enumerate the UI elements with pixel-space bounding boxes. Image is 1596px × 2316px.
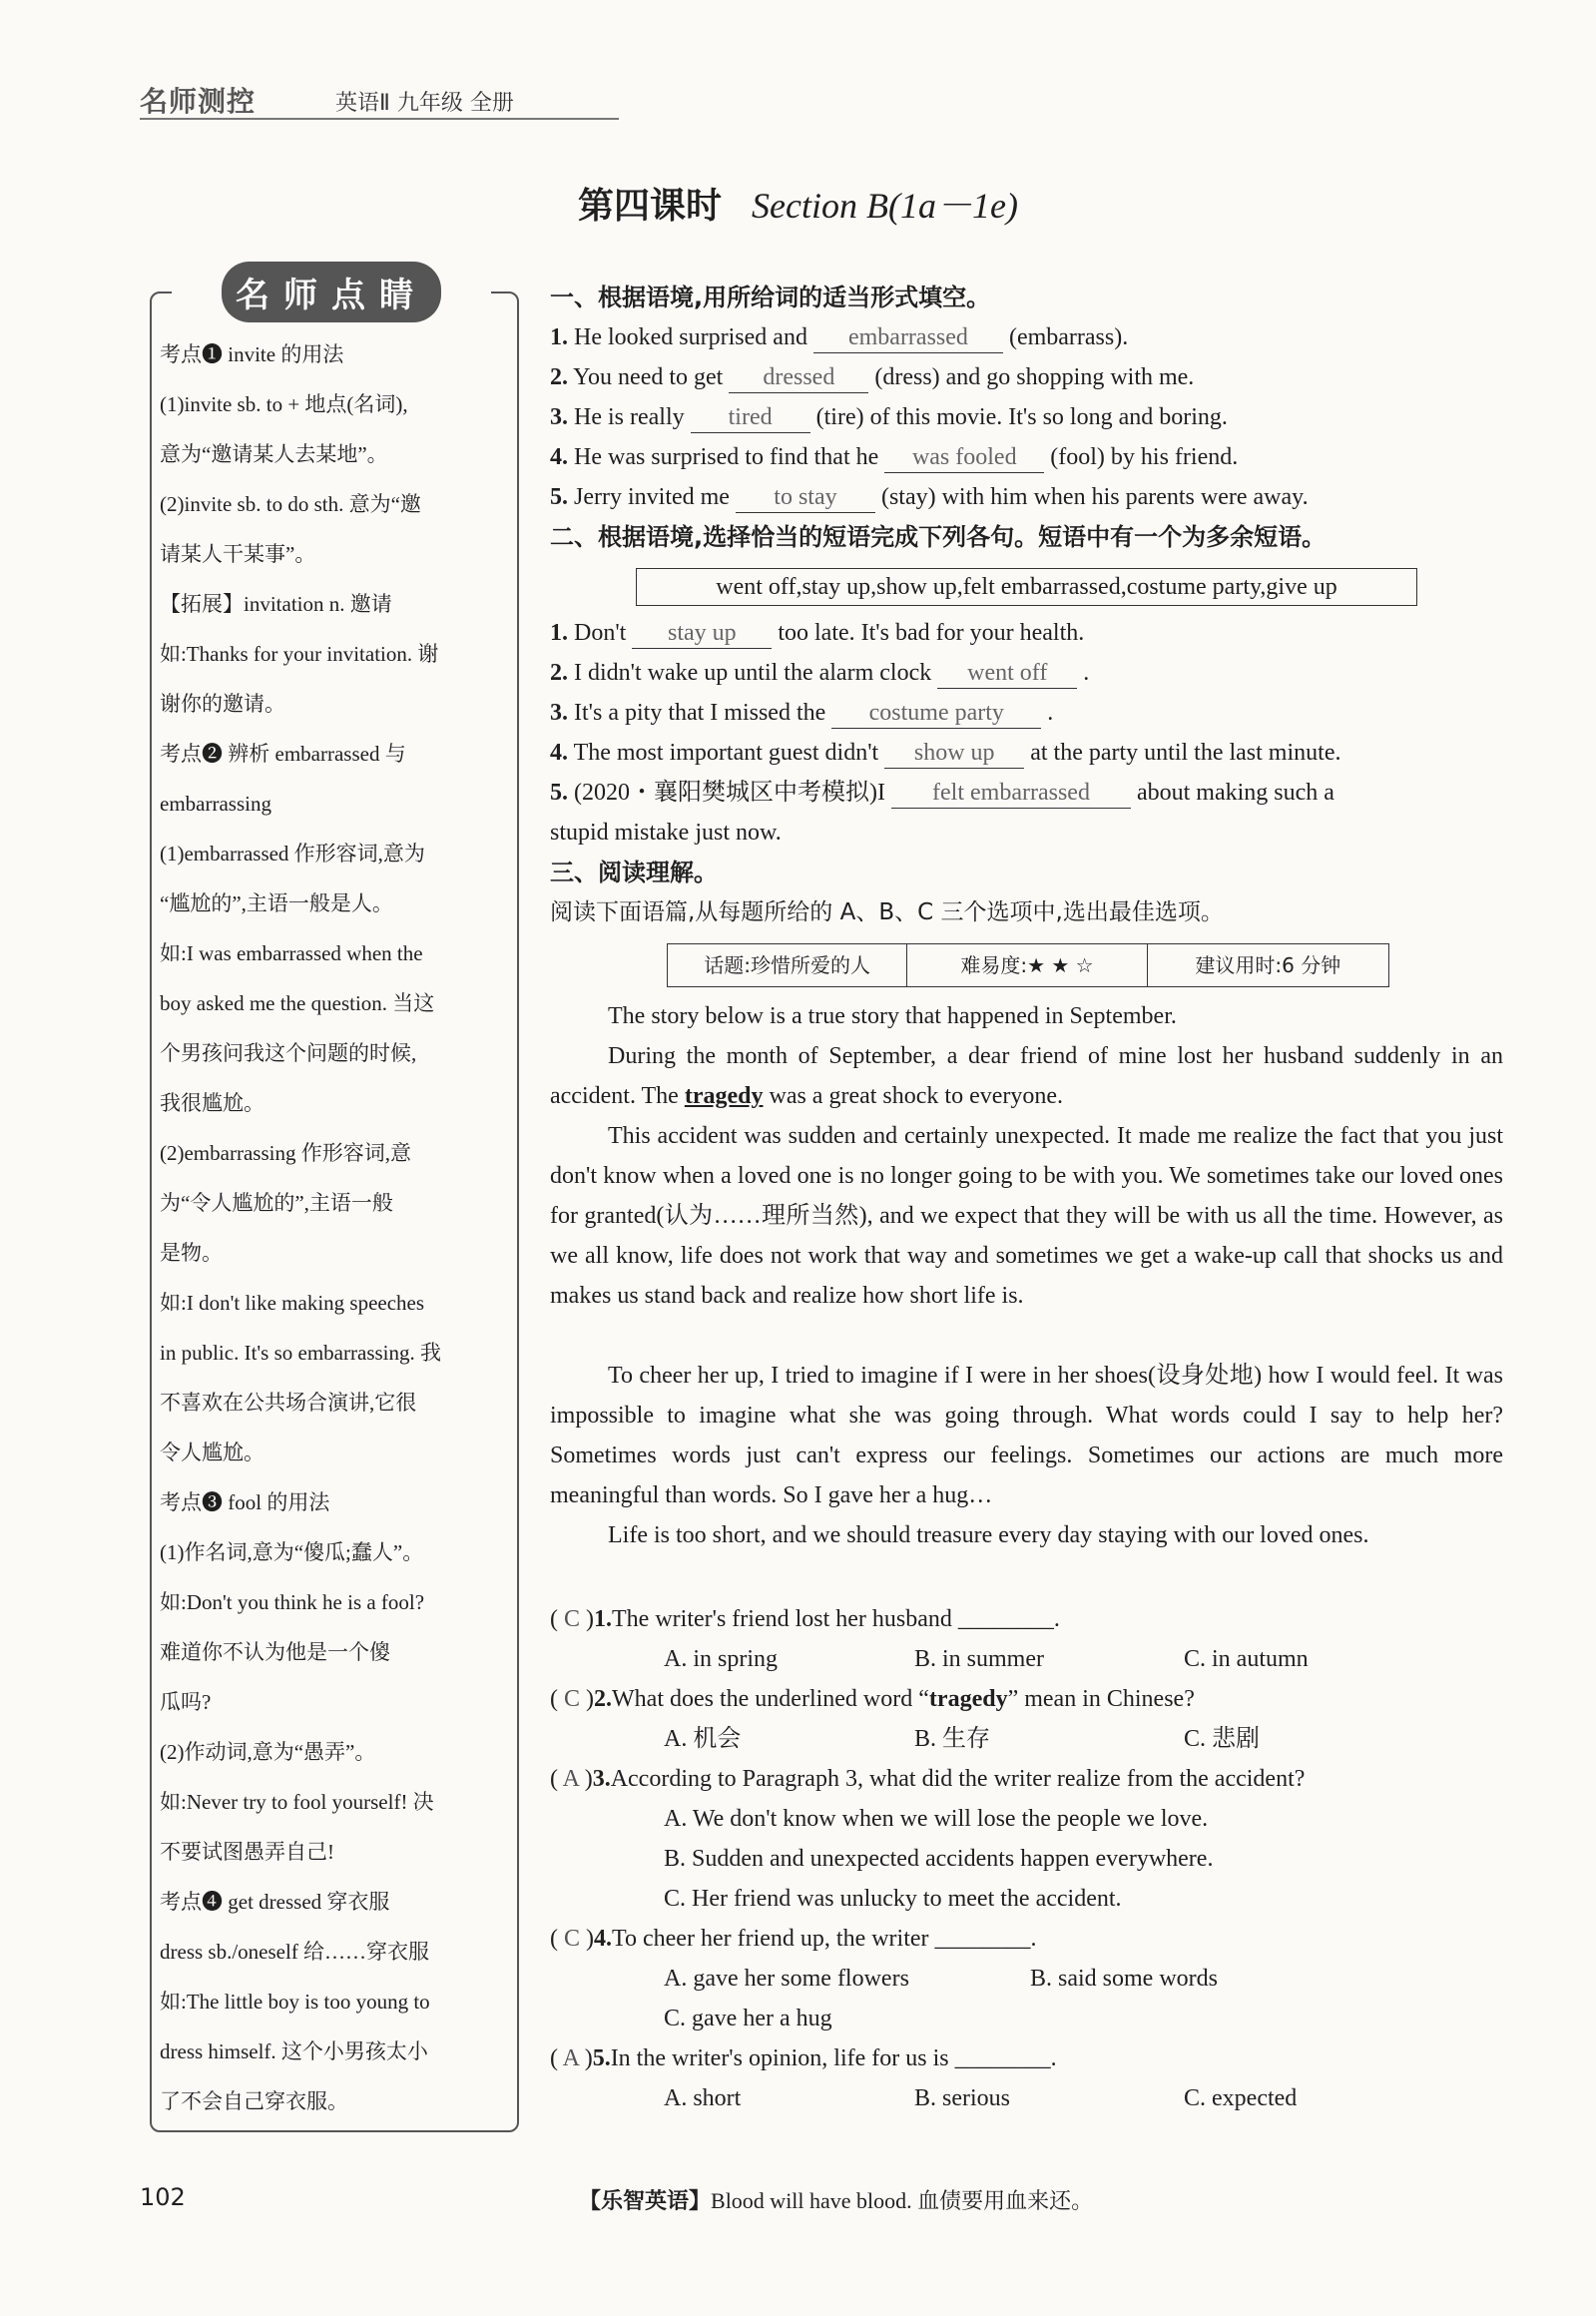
question-4: ( C )4.To cheer her friend up, the writer ________.	[550, 1926, 1037, 1952]
info-box	[667, 943, 1389, 987]
option-b: B. said some words	[1030, 1966, 1218, 1992]
answer-letter: C	[564, 1926, 581, 1952]
part2-item-1: 1. Don't stay up too late. It's bad for your health.	[550, 613, 1503, 653]
sidebar-line: 我很尴尬。	[160, 1091, 265, 1115]
part1-item-2: 2. You need to get dressed (dress) and go shopping with me.	[550, 357, 1503, 397]
phrase-bank: went off,stay up,show up,felt embarrassed,costume party,give up	[636, 568, 1417, 606]
option-c: C. expected	[1184, 2085, 1298, 2111]
part2-item-4: 4. The most important guest didn't show up at the party until the last minute.	[550, 733, 1503, 773]
page-title	[0, 178, 1596, 229]
answer-letter: C	[564, 1686, 581, 1712]
option-c: C. Her friend was unlucky to meet the accident.	[664, 1886, 1122, 1912]
option-b: B. serious	[914, 2085, 1010, 2111]
difficulty-cell: 难易度:★ ★ ☆	[907, 944, 1147, 986]
passage-paragraph: To cheer her up, I tried to imagine if I were in her shoes(设身处地) how I would feel. It was impossible to imagine what she was going through. What words could I say to help her? Sometimes words just can't express our feelings. Sometimes our actions are much more meaningful than words. So I gave her a hug…	[550, 1363, 1503, 1508]
part2-item-3: 3. It's a pity that I missed the costume party .	[550, 693, 1503, 733]
brand-logo: 名师测控	[140, 85, 257, 118]
part1-heading: 一、根据语境,用所给词的适当形式填空。	[550, 284, 991, 311]
sidebar-line: (2)invite sb. to do sth. 意为“邀	[160, 492, 421, 516]
sidebar-line: embarrassing	[160, 792, 271, 816]
sidebar-banner	[172, 262, 491, 319]
time-cell: 建议用时:6 分钟	[1195, 953, 1341, 977]
sidebar-line: 瓜吗?	[160, 1690, 212, 1714]
question-3: ( A )3.According to Paragraph 3, what did the writer realize from the accident?	[550, 1766, 1306, 1792]
option-b: B. in summer	[914, 1646, 1044, 1672]
part1-item-1: 1. He looked surprised and embarrassed (embarrass).	[550, 317, 1503, 357]
question-5: ( A )5.In the writer's opinion, life for us is ________.	[550, 2045, 1057, 2071]
part1-item-3: 3. He is really tired (tire) of this movie. It's so long and boring.	[550, 397, 1503, 437]
sidebar-line: (2)作动词,意为“愚弄”。	[160, 1740, 376, 1764]
sidebar-line: 个男孩问我这个问题的时候,	[160, 1041, 417, 1065]
part1-item-4: 4. He was surprised to find that he was fooled (fool) by his friend.	[550, 437, 1503, 477]
sidebar-line: 意为“邀请某人去某地”。	[160, 442, 388, 466]
subject-label: 英语Ⅱ 九年级 全册	[335, 91, 514, 116]
sidebar-line: 不喜欢在公共场合演讲,它很	[160, 1391, 417, 1415]
option-b: B. 生存	[914, 1726, 991, 1752]
option-a: A. gave her some flowers	[664, 1966, 909, 1992]
sidebar-line: 如:The little boy is too young to	[160, 1990, 430, 2014]
sidebar-line: 考点❷ 辨析 embarrassed 与	[160, 742, 406, 766]
passage-paragraph: The story below is a true story that happened in September.	[608, 1003, 1177, 1029]
sidebar-line: 不要试图愚弄自己!	[160, 1840, 334, 1864]
sidebar-line: 如:Don't you think he is a fool?	[160, 1590, 425, 1614]
answer-blank: tired	[691, 402, 810, 433]
sidebar-line: 难道你不认为他是一个傻	[160, 1640, 390, 1664]
topic-cell: 话题:珍惜所爱的人	[668, 944, 907, 986]
answer-blank: went off	[937, 658, 1077, 689]
part2-item-2: 2. I didn't wake up until the alarm clock went off .	[550, 653, 1503, 693]
sidebar-line: 考点❹ get dressed 穿衣服	[160, 1890, 390, 1914]
part3-heading: 三、阅读理解。	[550, 859, 718, 886]
sidebar-line: 如:I was embarrassed when the	[160, 941, 423, 965]
sidebar-banner-text: 名师点睛	[222, 262, 441, 322]
footer-quote	[579, 2184, 1093, 2215]
option-a: A. short	[664, 2085, 742, 2111]
part2-item-5: 5. (2020・襄阳樊城区中考模拟)I felt embarrassed about making such a	[550, 773, 1503, 813]
answer-letter: A	[562, 2045, 579, 2071]
sidebar-line: 考点❶ invite 的用法	[160, 342, 344, 366]
option-c: C. in autumn	[1184, 1646, 1309, 1672]
sidebar-line: 是物。	[160, 1241, 223, 1265]
sidebar-line: boy asked me the question. 当这	[160, 991, 435, 1015]
header-divider	[140, 118, 619, 120]
answer-letter: A	[562, 1766, 579, 1792]
part2-heading: 二、根据语境,选择恰当的短语完成下列各句。短语中有一个为多余短语。	[550, 523, 1327, 551]
option-a: A. 机会	[664, 1726, 742, 1752]
sidebar-line: 如:Never try to fool yourself! 决	[160, 1790, 434, 1814]
sidebar-line: “尴尬的”,主语一般是人。	[160, 891, 393, 915]
option-c: C. 悲剧	[1184, 1726, 1261, 1752]
answer-blank: dressed	[729, 362, 868, 393]
answer-blank: to stay	[736, 482, 875, 513]
option-c: C. gave her a hug	[664, 2006, 832, 2031]
passage-paragraph: This accident was sudden and certainly unexpected. It made me realize the fact that you just don't know when a loved one is no longer going to be with you. We sometimes take our loved ones for granted(认为……理所当然), and we expect that they will be with us all the time. However, as we all know, life does not work that way and sometimes we get a wake-up call that shocks us and makes us stand back and realize how short life is.	[550, 1123, 1503, 1309]
answer-blank: show up	[884, 738, 1024, 769]
sidebar-line: 考点❸ fool 的用法	[160, 1490, 330, 1514]
page-number: 102	[140, 2183, 186, 2211]
sidebar-line: (1)invite sb. to + 地点(名词),	[160, 392, 408, 416]
part1-item-5: 5. Jerry invited me to stay (stay) with him when his parents were away.	[550, 477, 1503, 517]
sidebar-line: 【拓展】invitation n. 邀请	[160, 592, 392, 616]
footer-tag: 【乐智英语】	[579, 2189, 712, 2214]
passage-paragraph: During the month of September, a dear friend of mine lost her husband suddenly in an accident. The tragedy was a great shock to everyone.	[550, 1043, 1503, 1109]
sidebar-line: 如:Thanks for your invitation. 谢	[160, 642, 439, 666]
answer-blank: was fooled	[884, 442, 1044, 473]
sidebar-line: 请某人干某事”。	[160, 542, 316, 566]
sidebar-line: 谢你的邀请。	[160, 692, 285, 716]
part2-item-5-cont: stupid mistake just now.	[550, 820, 782, 846]
sidebar-line: (1)embarrassed 作形容词,意为	[160, 842, 425, 866]
sidebar-line: 令人尴尬。	[160, 1441, 265, 1464]
question-2: ( C )2.What does the underlined word “tragedy” mean in Chinese?	[550, 1686, 1195, 1712]
option-a: A. in spring	[664, 1646, 778, 1672]
sidebar-line: 了不会自己穿衣服。	[160, 2089, 348, 2113]
answer-blank: felt embarrassed	[891, 778, 1131, 809]
question-1: ( C )1.The writer's friend lost her husband ________.	[550, 1606, 1060, 1632]
option-a: A. We don't know when we will lose the people we love.	[664, 1806, 1209, 1832]
sidebar-line: 为“令人尴尬的”,主语一般	[160, 1191, 393, 1215]
title-cn: 第四课时	[578, 186, 723, 227]
answer-letter: C	[564, 1606, 581, 1632]
passage-paragraph: Life is too short, and we should treasure every day staying with our loved ones.	[608, 1522, 1369, 1548]
sidebar-line: dress sb./oneself 给……穿衣服	[160, 1940, 430, 1964]
option-b: B. Sudden and unexpected accidents happen everywhere.	[664, 1846, 1214, 1872]
answer-blank: embarrassed	[813, 322, 1003, 353]
title-en: Section B(1a－1e)	[752, 186, 1018, 226]
sidebar-line: (2)embarrassing 作形容词,意	[160, 1141, 411, 1165]
sidebar-line: in public. It's so embarrassing. 我	[160, 1341, 441, 1365]
sidebar-line: 如:I don't like making speeches	[160, 1291, 425, 1315]
part3-instruction: 阅读下面语篇,从每题所给的 A、B、C 三个选项中,选出最佳选项。	[550, 899, 1224, 925]
answer-blank: costume party	[831, 698, 1041, 729]
sidebar-line: (1)作名词,意为“傻瓜;蠢人”。	[160, 1540, 424, 1564]
footer-text: Blood will have blood. 血债要用血来还。	[711, 2188, 1094, 2213]
answer-blank: stay up	[632, 618, 772, 649]
sidebar-line: dress himself. 这个小男孩太小	[160, 2039, 428, 2063]
